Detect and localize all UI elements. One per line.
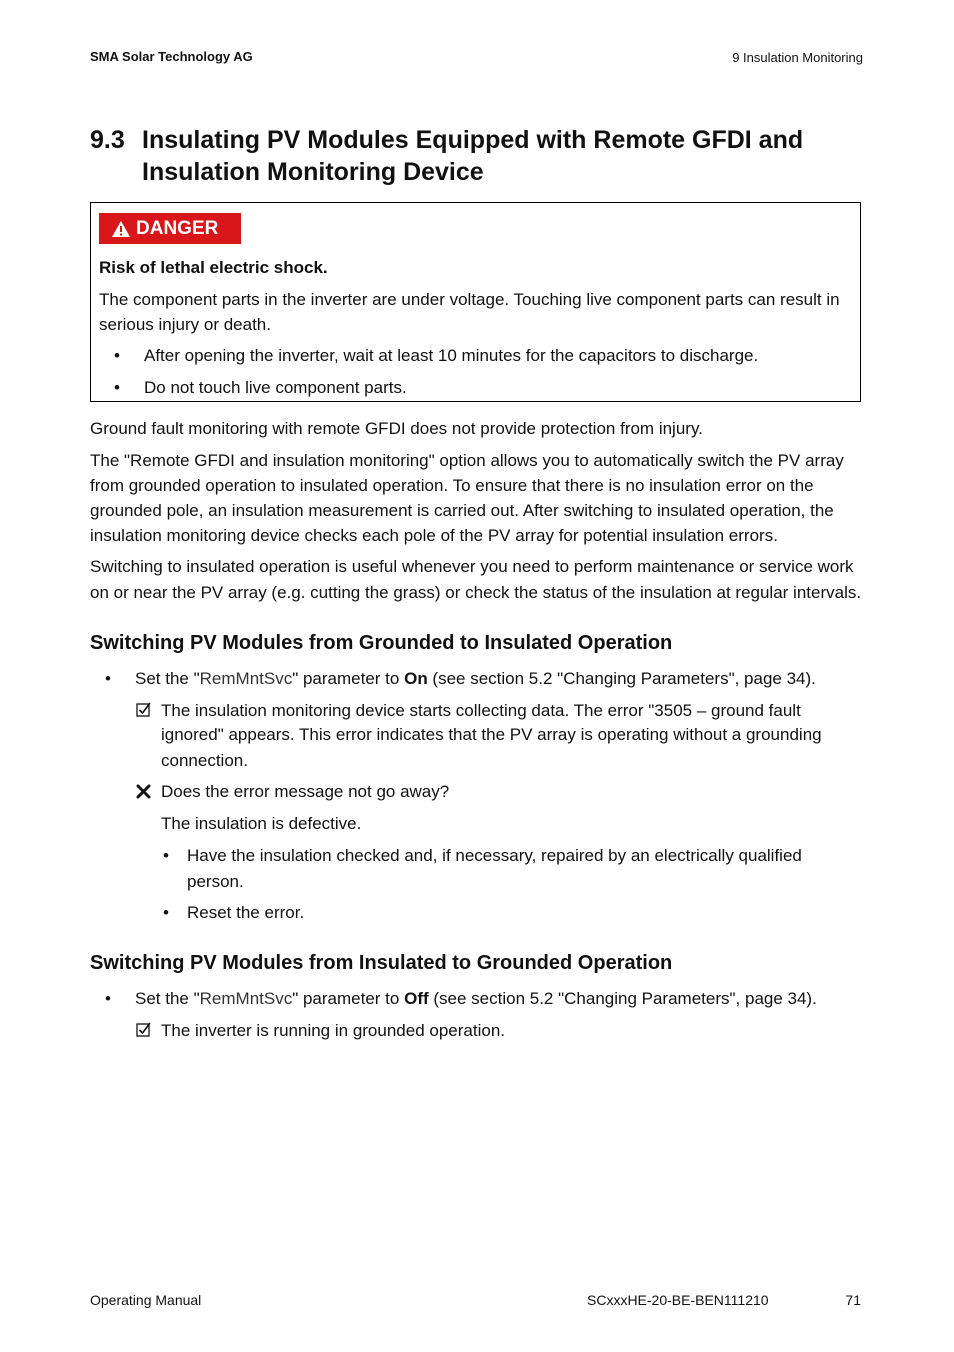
result-1-line1: The insulation monitoring device starts collecting data. The error "3505 – ground fault: [161, 701, 801, 720]
danger-heading: Risk of lethal electric shock.: [99, 258, 328, 277]
bullet-dot: •: [105, 989, 111, 1008]
fix-1-line2: person.: [187, 872, 244, 891]
warning-icon: [111, 220, 131, 238]
parameter-value: Off: [404, 989, 429, 1008]
danger-bullet-2: Do not touch live component parts.: [144, 378, 407, 397]
troubleshoot-cause: The insulation is defective.: [161, 814, 362, 833]
step-2: Set the "RemMntSvc" parameter to Off (see section 5.2 "Changing Parameters", page 34).: [135, 989, 817, 1008]
troubleshoot-question: Does the error message not go away?: [161, 782, 450, 801]
bullet-dot: •: [114, 378, 120, 397]
fix-1-line1: Have the insulation checked and, if necessary, repaired by an electrically qualified: [187, 846, 802, 865]
footer-manual: Operating Manual: [90, 1292, 202, 1308]
fix-2: Reset the error.: [187, 903, 305, 922]
section-number: 9.3: [90, 126, 125, 154]
parameter-name: RemMntSvc: [199, 669, 293, 688]
section-title: [90, 124, 803, 188]
danger-text-line1: The component parts in the inverter are under voltage. Touching live component parts can result in: [99, 290, 840, 309]
bullet-dot: •: [163, 903, 169, 922]
paragraph-3-line2: on or near the PV array (e.g. cutting the grass) or check the status of the insulation at regular intervals.: [90, 583, 862, 602]
checkbox-checked-icon: [136, 1022, 152, 1038]
parameter-value: On: [404, 669, 428, 688]
cross-icon: [136, 784, 151, 799]
subsection-heading-1: Switching PV Modules from Grounded to Insulated Operation: [90, 632, 673, 654]
header-company: SMA Solar Technology AG: [90, 49, 253, 64]
paragraph-2-line1: The "Remote GFDI and insulation monitoring" option allows you to automatically switch the PV array: [90, 451, 844, 470]
section-title-line1: Insulating PV Modules Equipped with Remote GFDI and: [142, 126, 804, 154]
bullet-dot: •: [163, 846, 169, 865]
danger-text-line2: serious injury or death.: [99, 315, 271, 334]
header-chapter: 9 Insulation Monitoring: [732, 50, 863, 65]
paragraph-2-line4: insulation monitoring device checks each pole of the PV array for potential insulation errors.: [90, 526, 778, 545]
paragraph-1: Ground fault monitoring with remote GFDI does not provide protection from injury.: [90, 419, 703, 438]
paragraph-3-line1: Switching to insulated operation is useful whenever you need to perform maintenance or service work: [90, 557, 854, 576]
section-title-line2: Insulation Monitoring Device: [142, 158, 484, 186]
danger-label: DANGER: [136, 217, 219, 239]
danger-bullet-1: After opening the inverter, wait at least 10 minutes for the capacitors to discharge.: [144, 346, 759, 365]
bullet-dot: •: [114, 346, 120, 365]
paragraph-2-line2: from grounded operation to insulated operation. To ensure that there is no insulation error on the: [90, 476, 814, 495]
subsection-heading-2: Switching PV Modules from Insulated to Grounded Operation: [90, 952, 673, 974]
result-2: The inverter is running in grounded operation.: [161, 1021, 505, 1040]
checkbox-checked-icon: [136, 702, 152, 718]
result-1-line3: connection.: [161, 751, 248, 770]
danger-badge: [99, 213, 241, 244]
parameter-name: RemMntSvc: [199, 989, 293, 1008]
result-1-line2: ignored" appears. This error indicates that the PV array is operating without a grounding: [161, 725, 822, 744]
footer-doc-id: SCxxxHE-20-BE-BEN111210: [587, 1292, 769, 1308]
paragraph-2-line3: grounded pole, an insulation measurement is carried out. After switching to insulated operation, the: [90, 501, 834, 520]
page-number: 71: [845, 1292, 861, 1308]
bullet-dot: •: [105, 669, 111, 688]
step-1: Set the "RemMntSvc" parameter to On (see section 5.2 "Changing Parameters", page 34).: [135, 669, 816, 688]
